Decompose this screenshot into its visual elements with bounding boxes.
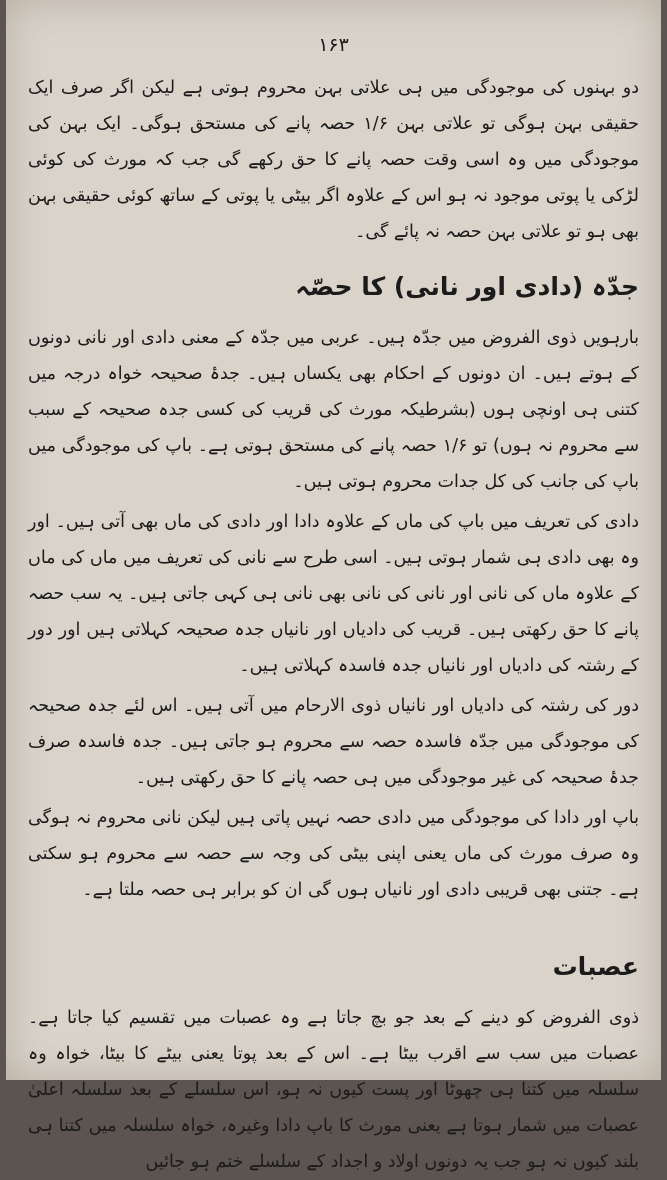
section-heading-asabat: عصبات [552,952,639,981]
paragraph: بارہویں ذوی الفروض میں جدّہ ہیں۔ عربی میں جدّہ کے معنی دادی اور نانی دونوں کے ہوتے ہیں۔ ان دونوں کے احکام بھی یکساں ہیں۔ جدۂ صحیحہ خواہ درجہ میں کتنی ہی اونچی ہوں (بشرطیکہ مورث کی قریب کی کسی جدہ صحیحہ کے سبب سے محروم نہ ہوں) تو ۱/۶ حصہ پانے کی مستحق ہوتی ہے۔ باپ کی موجودگی میں باپ کی جانب کی کل جدات محروم ہوتی ہیں۔ [28,328,640,492]
paragraph: دو بہنوں کی موجودگی میں ہی علاتی بہن محروم ہوتی ہے لیکن اگر صرف ایک حقیقی بہن ہوگی تو علاتی بہن ۱/۶ حصہ پانے کی مستحق ہوگی۔ ایک بہن کی موجودگی میں وہ اسی وقت حصہ پانے کا حق رکھے گی جب کہ مورث کی کوئی لڑکی یا پوتی موجود نہ ہو اس کے علاوہ اگر بیٹی یا پوتی کے ساتھ کوئی حقیقی بہن بھی ہو تو علاتی بہن حصہ نہ پائے گی۔ [28,78,639,242]
paragraph: دادی کی تعریف میں باپ کی ماں کے علاوہ دادا اور دادی کی ماں بھی آتی ہیں۔ اور وہ بھی دادی ہی شمار ہوتی ہیں۔ اسی طرح سے نانی کی تعریف میں ماں کی ماں کے علاوہ ماں کی نانی اور نانی کی نانی بھی نانی ہی کہی جاتی ہیں۔ یہ سب حصہ پانے کا حق رکھتی ہیں۔ قریب کی دادیاں اور نانیاں جدہ صحیحہ کہلاتی ہیں اور دور کے رشتہ کی دادیاں اور نانیاں جدہ فاسدہ کہلاتی ہیں۔ [28,512,639,676]
page-content [28,70,640,1172]
document-page [6,0,661,1172]
page-number: ۱۶۳ [318,34,349,56]
section-heading-jadda: جدّہ (دادی اور نانی) کا حصّہ [295,272,639,301]
paragraph: باپ اور دادا کی موجودگی میں دادی حصہ نہیں پاتی ہیں لیکن نانی محروم نہ ہوگی وہ صرف مورث کی ماں یعنی اپنی بیٹی کی وجہ سے حصہ سے محروم ہو سکتی ہے۔ جتنی بھی قریبی دادی اور نانیاں ہوں گی ان کو برابر ہی حصہ ملتا ہے۔ [28,808,639,900]
paragraph: دور کی رشتہ کی دادیاں اور نانیاں ذوی الارحام میں آتی ہیں۔ اس لئے جدہ صحیحہ کی موجودگی میں جدّہ فاسدہ حصہ سے محروم ہو جاتی ہیں۔ جدہ فاسدہ صرف جدۂ صحیحہ کی غیر موجودگی میں ہی حصہ پانے کا حق رکھتی ہیں۔ [28,696,639,788]
paragraph: ذوی الفروض کو دینے کے بعد جو بچ جاتا ہے وہ عصبات میں تقسیم کیا جاتا ہے۔ عصبات میں سب سے اقرب بیٹا ہے۔ اس کے بعد پوتا یعنی بیٹے کا بیٹا، خواہ وہ سلسلہ میں کتنا ہی چھوٹا اور پست کیوں نہ ہو، اس سلسلے کے بعد سلسلہ اعلیٰ عصبات میں شمار ہوتا ہے یعنی مورث کا باپ دادا وغیرہ، خواہ سلسلہ میں کتنا ہی بلند کیوں نہ ہو جب یہ دونوں اولاد و اجداد کے سلسلے ختم ہو جائیں [28,1008,639,1172]
